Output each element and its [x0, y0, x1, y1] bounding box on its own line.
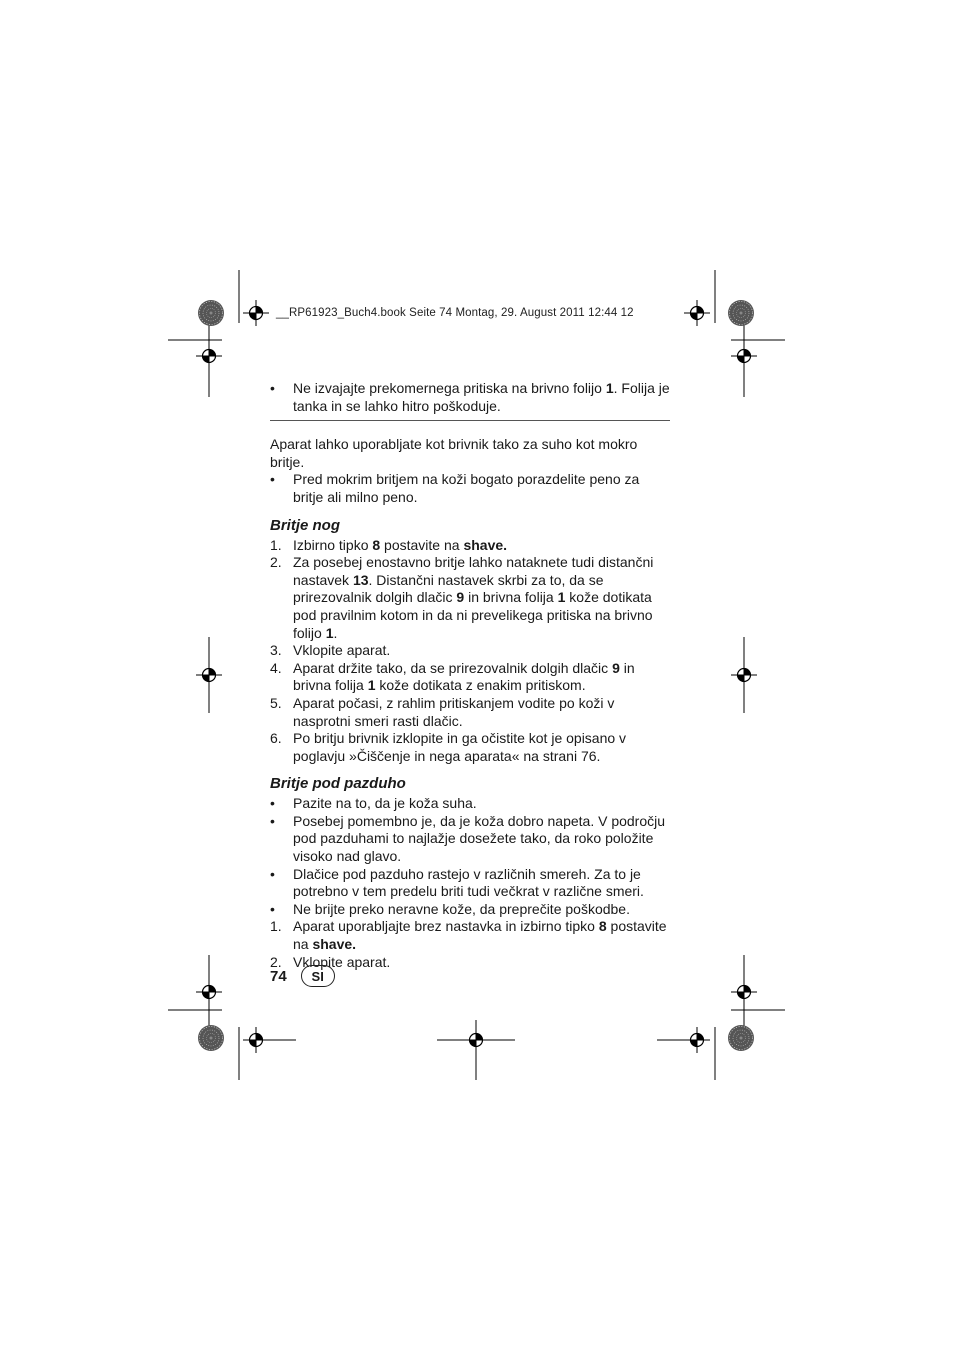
step-number: 1.: [270, 536, 282, 553]
bullet-text: Ne brijte preko neravne kože, da preprečite poškodbe.: [293, 900, 630, 917]
divider: [270, 420, 670, 421]
star-target-icon: [198, 300, 224, 326]
section-title-underarm: Britje pod pazduho: [270, 775, 406, 793]
numbered-step: [270, 537, 670, 555]
page-number: 74: [270, 967, 287, 985]
registration-mark-icon: [731, 343, 757, 369]
crop-mark-bottom-right: [715, 955, 785, 1080]
registration-mark-icon: [196, 662, 222, 688]
step-number: 6.: [270, 730, 282, 747]
bullet-text: Dlačice pod pazduho rastejo v različnih smereh. Za to je potrebno v tem predelu briti tudi večkrat v različne smeri.: [293, 865, 644, 900]
step-text: Vklopite aparat.: [293, 953, 391, 970]
numbered-step: [270, 554, 670, 642]
bullet-item: [270, 813, 670, 866]
step-number: 3.: [270, 642, 282, 659]
bullet-text: Posebej pomembno je, da je koža dobro napeta. V področju pod pazduhami to najlažje dosežete tako, da roko položite visoko nad glavo.: [293, 812, 666, 865]
step-number: 4.: [270, 659, 282, 676]
legs-steps-list: [270, 537, 670, 766]
bullet-icon: •: [270, 812, 275, 829]
top-bullet-text: Ne izvajajte prekomernega pritiska na brivno folijo 1. Folija je tanka in se lahko hitro poškoduje.: [293, 380, 670, 414]
registration-mark-icon: [684, 1027, 710, 1053]
bullet-icon: •: [270, 865, 275, 882]
page-content: [270, 380, 670, 971]
star-target-icon: [728, 300, 754, 326]
step-text: Izbirno tipko 8 postavite na shave.: [293, 536, 508, 553]
language-badge: SI: [301, 965, 335, 987]
bullet-icon: •: [270, 380, 275, 396]
bullet-icon: •: [270, 471, 275, 488]
step-number: 2.: [270, 554, 282, 571]
bullet-item: [270, 380, 670, 415]
underarm-bullet-list: [270, 795, 670, 918]
intro-paragraph: Aparat lahko uporabljate kot brivnik tako za suho kot mokro britje.: [270, 436, 638, 470]
bullet-icon: •: [270, 900, 275, 917]
section-title-legs: Britje nog: [270, 516, 340, 534]
step-text: Za posebej enostavno britje lahko nataknete tudi distančni nastavek 13. Distančni nastavek skrbi za to, da se prirezovalnik dolgih dlačic 9 in brivna folija 1 kože dotikata pod pravilnim kotom in da ni prevelikega pritiska na brivno folijo 1.: [293, 554, 654, 641]
registration-mark-icon: [243, 1027, 269, 1053]
step-text: Po britju brivnik izklopite in ga očistite kot je opisano v poglavju »Čiščenje in nega aparata« na strani 76.: [293, 730, 627, 764]
step-number: 1.: [270, 918, 282, 935]
registration-mark-icon: [196, 979, 222, 1005]
bullet-item: [270, 795, 670, 813]
numbered-step: [270, 695, 670, 730]
registration-mark-icon: [196, 343, 222, 369]
step-number: 2.: [270, 953, 282, 970]
bullet-item: [270, 471, 670, 506]
numbered-step: [270, 660, 670, 695]
step-text: Aparat počasi, z rahlim pritiskanjem vodite po koži v nasprotni smeri rasti dlačic.: [293, 694, 615, 729]
crop-mark-bottom-left: [168, 955, 239, 1080]
crop-mark-top-right: [715, 270, 785, 397]
star-target-icon: [728, 1025, 754, 1051]
step-text: Vklopite aparat.: [293, 642, 391, 659]
intro-bullet-text: Pred mokrim britjem na koži bogato porazdelite peno za britje ali milno peno.: [293, 471, 640, 505]
numbered-step: [270, 730, 670, 765]
bullet-item: [270, 901, 670, 919]
registration-mark-icon: [684, 300, 710, 326]
underarm-steps-list: [270, 918, 670, 971]
print-slug: __RP61923_Buch4.book Seite 74 Montag, 29. August 2011 12:44 12: [276, 307, 634, 319]
page-footer: [270, 965, 335, 987]
bullet-icon: •: [270, 795, 275, 812]
bullet-text: Pazite na to, da je koža suha.: [293, 795, 477, 812]
registration-mark-icon: [731, 979, 757, 1005]
step-text: Aparat uporabljajte brez nastavka in izbirno tipko 8 postavite na shave.: [293, 918, 667, 953]
bullet-item: [270, 866, 670, 901]
numbered-step: [270, 918, 670, 953]
crop-mark-top-left: [168, 270, 239, 397]
numbered-step: [270, 642, 670, 660]
star-target-icon: [198, 1025, 224, 1051]
step-text: Aparat držite tako, da se prirezovalnik dolgih dlačic 9 in brivna folija 1 kože dotikata z enakim pritiskom.: [293, 659, 635, 694]
registration-mark-icon: [731, 662, 757, 688]
step-number: 5.: [270, 694, 282, 711]
registration-mark-icon: [243, 300, 269, 326]
